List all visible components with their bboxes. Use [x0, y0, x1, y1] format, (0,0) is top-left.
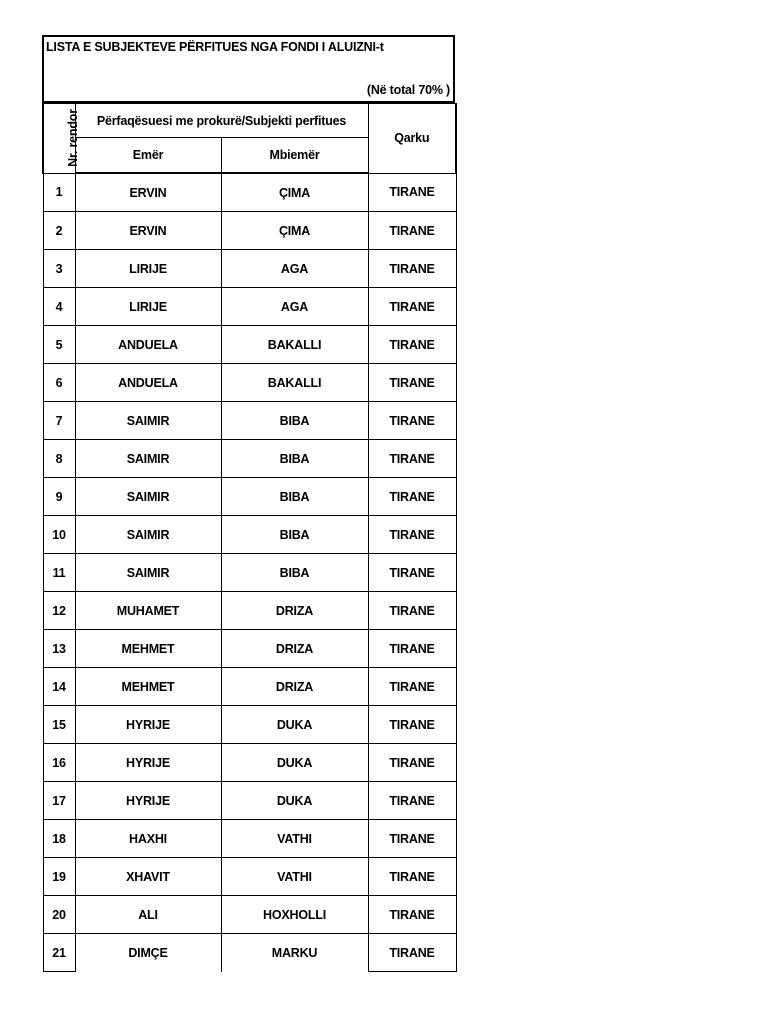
- beneficiaries-table: [42, 103, 457, 972]
- cell-county: TIRANE: [368, 478, 456, 516]
- total-note: (Në total 70% ): [366, 83, 450, 97]
- table-row: [43, 212, 456, 250]
- cell-county: TIRANE: [368, 288, 456, 326]
- cell-surname: AGA: [221, 288, 368, 326]
- cell-nr: 6: [43, 364, 75, 402]
- cell-nr: 12: [43, 592, 75, 630]
- table-row: [43, 250, 456, 288]
- document-title: LISTA E SUBJEKTEVE PËRFITUES NGA FONDI I ALUIZNI-t: [46, 40, 384, 54]
- cell-nr: 10: [43, 516, 75, 554]
- cell-surname: DRIZA: [221, 630, 368, 668]
- cell-county: TIRANE: [368, 364, 456, 402]
- table-row: [43, 858, 456, 896]
- cell-surname: HOXHOLLI: [221, 896, 368, 934]
- table-row: [43, 706, 456, 744]
- cell-surname: MARKU: [221, 934, 368, 972]
- cell-name: MEHMET: [75, 630, 221, 668]
- table-row: [43, 478, 456, 516]
- cell-name: LIRIJE: [75, 288, 221, 326]
- cell-name: SAIMIR: [75, 478, 221, 516]
- cell-name: SAIMIR: [75, 516, 221, 554]
- table-row: [43, 516, 456, 554]
- cell-name: XHAVIT: [75, 858, 221, 896]
- spreadsheet: [42, 35, 455, 972]
- cell-nr: 9: [43, 478, 75, 516]
- cell-nr: 18: [43, 820, 75, 858]
- cell-name: ANDUELA: [75, 326, 221, 364]
- cell-nr: 15: [43, 706, 75, 744]
- cell-county: TIRANE: [368, 212, 456, 250]
- cell-nr: 14: [43, 668, 75, 706]
- cell-name: ERVIN: [75, 173, 221, 212]
- cell-name: MEHMET: [75, 668, 221, 706]
- table-row: [43, 402, 456, 440]
- cell-name: ALI: [75, 896, 221, 934]
- cell-county: TIRANE: [368, 934, 456, 972]
- cell-nr: 16: [43, 744, 75, 782]
- header-surname: Mbiemër: [221, 138, 368, 174]
- cell-name: ANDUELA: [75, 364, 221, 402]
- cell-nr: 17: [43, 782, 75, 820]
- title-box: [42, 35, 455, 103]
- cell-surname: ÇIMA: [221, 173, 368, 212]
- cell-name: HYRIJE: [75, 744, 221, 782]
- header-name: Emër: [75, 138, 221, 174]
- cell-name: HYRIJE: [75, 782, 221, 820]
- table-row: [43, 782, 456, 820]
- cell-county: TIRANE: [368, 858, 456, 896]
- cell-nr: 8: [43, 440, 75, 478]
- cell-county: TIRANE: [368, 896, 456, 934]
- table-row: [43, 554, 456, 592]
- cell-surname: DUKA: [221, 744, 368, 782]
- header-nr-rendor: [43, 104, 80, 174]
- header-nr-rendor-label: Nr. rendor: [65, 109, 80, 168]
- cell-nr: 20: [43, 896, 75, 934]
- cell-name: SAIMIR: [75, 440, 221, 478]
- cell-surname: BIBA: [221, 516, 368, 554]
- cell-county: TIRANE: [368, 173, 456, 212]
- cell-county: TIRANE: [368, 440, 456, 478]
- cell-nr: 11: [43, 554, 75, 592]
- table-row: [43, 364, 456, 402]
- cell-nr: 4: [43, 288, 75, 326]
- cell-county: TIRANE: [368, 250, 456, 288]
- cell-surname: BIBA: [221, 554, 368, 592]
- table-row: [43, 934, 456, 972]
- cell-nr: 1: [43, 173, 75, 212]
- cell-county: TIRANE: [368, 744, 456, 782]
- cell-nr: 13: [43, 630, 75, 668]
- cell-nr: 21: [43, 934, 75, 972]
- table-row: [43, 896, 456, 934]
- cell-surname: DRIZA: [221, 592, 368, 630]
- cell-nr: 5: [43, 326, 75, 364]
- cell-county: TIRANE: [368, 326, 456, 364]
- cell-name: HAXHI: [75, 820, 221, 858]
- cell-county: TIRANE: [368, 668, 456, 706]
- cell-county: TIRANE: [368, 820, 456, 858]
- cell-surname: VATHI: [221, 858, 368, 896]
- cell-nr: 19: [43, 858, 75, 896]
- cell-county: TIRANE: [368, 706, 456, 744]
- table-row: [43, 668, 456, 706]
- cell-county: TIRANE: [368, 516, 456, 554]
- cell-county: TIRANE: [368, 554, 456, 592]
- table-row: [43, 630, 456, 668]
- cell-county: TIRANE: [368, 782, 456, 820]
- cell-county: TIRANE: [368, 402, 456, 440]
- table-row: [43, 820, 456, 858]
- cell-surname: BIBA: [221, 478, 368, 516]
- cell-surname: BIBA: [221, 402, 368, 440]
- cell-surname: VATHI: [221, 820, 368, 858]
- cell-name: ERVIN: [75, 212, 221, 250]
- cell-surname: DUKA: [221, 706, 368, 744]
- table-row: [43, 326, 456, 364]
- cell-county: TIRANE: [368, 630, 456, 668]
- table-row: [43, 440, 456, 478]
- cell-surname: AGA: [221, 250, 368, 288]
- cell-name: MUHAMET: [75, 592, 221, 630]
- cell-name: SAIMIR: [75, 554, 221, 592]
- table-row: [43, 592, 456, 630]
- header-group: Përfaqësuesi me prokurë/Subjekti perfitues: [75, 104, 368, 138]
- cell-surname: BIBA: [221, 440, 368, 478]
- cell-surname: DRIZA: [221, 668, 368, 706]
- cell-nr: 7: [43, 402, 75, 440]
- header-county: Qarku: [368, 104, 456, 174]
- cell-name: SAIMIR: [75, 402, 221, 440]
- table-row: [43, 744, 456, 782]
- table-body: [43, 173, 456, 972]
- cell-name: LIRIJE: [75, 250, 221, 288]
- cell-surname: DUKA: [221, 782, 368, 820]
- table-header: [43, 104, 456, 174]
- cell-nr: 2: [43, 212, 75, 250]
- cell-surname: BAKALLI: [221, 326, 368, 364]
- cell-name: DIMÇE: [75, 934, 221, 972]
- cell-nr: 3: [43, 250, 75, 288]
- table-row: [43, 288, 456, 326]
- table-row: [43, 173, 456, 212]
- cell-name: HYRIJE: [75, 706, 221, 744]
- cell-surname: ÇIMA: [221, 212, 368, 250]
- cell-county: TIRANE: [368, 592, 456, 630]
- cell-surname: BAKALLI: [221, 364, 368, 402]
